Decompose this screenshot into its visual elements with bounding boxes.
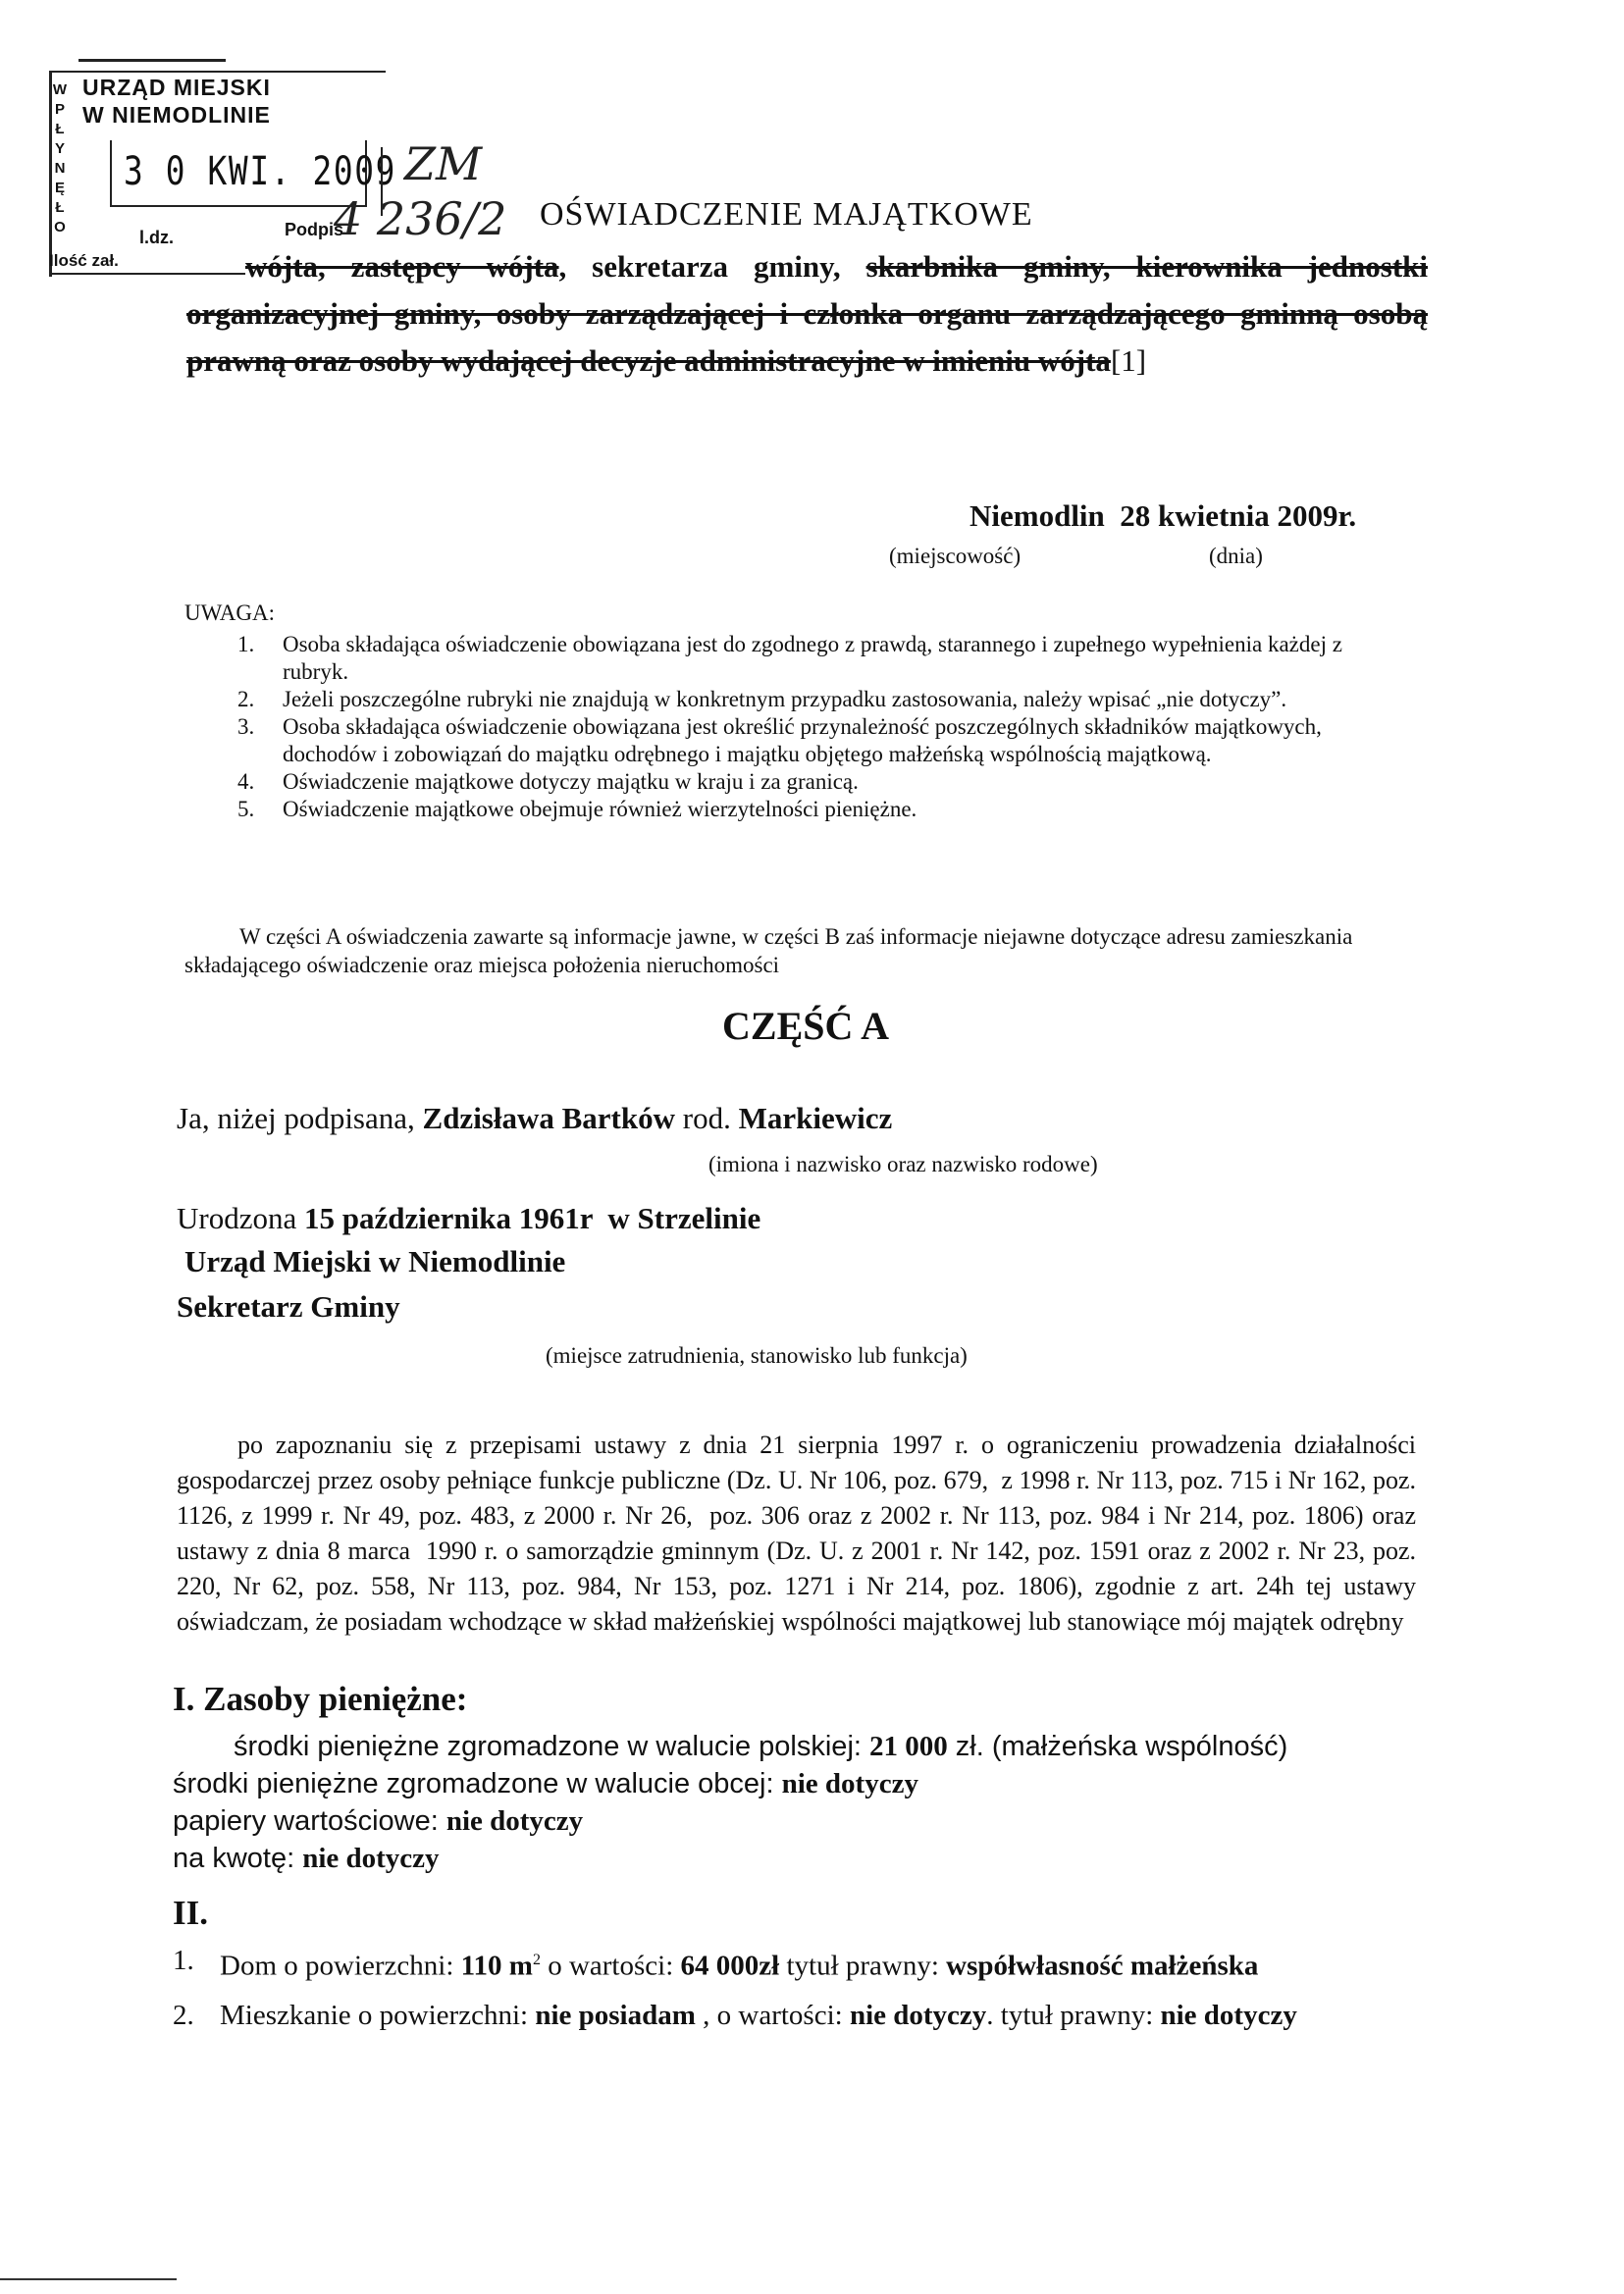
place-date-value: Niemodlin 28 kwietnia 2009r.	[969, 498, 1357, 533]
uwaga-item: 1. Osoba składająca oświadczenie obowiązana jest do zgodnego z prawdą, starannego i zupełnego wypełnienia każdej z rubryk.	[237, 632, 1342, 684]
place-caption: (miejscowość)	[889, 544, 1022, 568]
pln-funds-line: środki pieniężne zgromadzone w walucie polskiej: 21 000 zł. (małżeńska wspólność)	[234, 1731, 1288, 1762]
uwaga-item: 3. Osoba składająca oświadczenie obowiązana jest określić przynależność poszczególnych składników majątkowych, dochodów i zobowiązań do majątku odrębnego i majątku objętego małżeńską wspólnością majątkową.	[237, 714, 1322, 766]
birth-line: Urodzona 15 października 1961r w Strzelinie	[177, 1201, 761, 1235]
date-caption: (dnia)	[1209, 544, 1263, 568]
uwaga-list	[230, 631, 1373, 823]
birth-value: 15 października 1961r w Strzelinie	[303, 1201, 761, 1235]
stamp-top-mark	[79, 59, 226, 62]
section-2-heading: II.	[173, 1894, 208, 1932]
property-list	[173, 1939, 1417, 2037]
uwaga-item: 2. Jeżeli poszczególne rubryki nie znajdują w konkretnym przypadku zastosowania, należy wpisać „nie dotyczy”.	[237, 687, 1287, 711]
declarant-name: Zdzisława Bartków	[422, 1101, 676, 1135]
struck-roles-2: skarbnika gminy, kierownika jednostki organizacyjnej gminy, osoby zarządzającej i członka organu zarządzającego gminną osobą prawną oraz osoby wydającej decyzje administracyjne w imieniu wójta	[186, 249, 1428, 378]
part-a-heading: CZĘŚĆ A	[722, 1004, 890, 1048]
footnote-ref: [1]	[1110, 343, 1147, 378]
pln-funds-value: 21 000	[869, 1731, 948, 1762]
stamp-date: 3 0 KWI. 2009	[124, 149, 397, 194]
uwaga-note: W części A oświadczenia zawarte są informacje jawne, w części B zaś informacje niejawne dotyczące adresu zamieszkania składającego oświadczenie oraz miejsca położenia nieruchomości	[184, 924, 1353, 977]
stamp-office-name: URZĄD MIEJSKI	[82, 75, 271, 100]
stamp-ilosc-label: Ilość zał.	[49, 251, 119, 270]
document-title: OŚWIADCZENIE MAJĄTKOWE	[540, 196, 1033, 233]
declarant-name-line: Ja, niżej podpisana, Zdzisława Bartków rod. Markiewicz	[177, 1101, 893, 1135]
active-role: , sekretarza gminy,	[558, 249, 866, 284]
uwaga-item: 4. Oświadczenie majątkowe dotyczy majątku w kraju i za granicą.	[237, 769, 859, 794]
securities-amount-value: nie dotyczy	[302, 1843, 440, 1874]
securities-line: papiery wartościowe: nie dotyczy	[173, 1805, 584, 1837]
property-item-flat: 2. Mieszkanie o powierzchni: nie posiadam , o wartości: nie dotyczy. tytuł prawny: nie dotyczy	[173, 1999, 1297, 2031]
uwaga-item: 5. Oświadczenie majątkowe obejmuje również wierzytelności pieniężne.	[237, 797, 917, 821]
securities-amount-line: na kwotę: nie dotyczy	[173, 1843, 440, 1874]
declarant-maiden-name: Markiewicz	[738, 1101, 893, 1135]
stamp-office-city: W NIEMODLINIE	[82, 102, 271, 128]
stamp-podpis-label: Podpis	[285, 220, 344, 239]
handwritten-number: 4 236/2	[334, 192, 507, 245]
scan-edge-mark	[0, 2278, 177, 2280]
handwritten-initials: ZM	[404, 137, 483, 190]
struck-roles-1: wójta, zastępcy wójta	[245, 249, 559, 284]
foreign-funds-line: środki pieniężne zgromadzone w walucie obcej: nie dotyczy	[173, 1768, 918, 1799]
uwaga-heading: UWAGA:	[184, 600, 275, 625]
stamp-ldz-label: l.dz.	[139, 228, 174, 247]
property-item-house: 1. Dom o powierzchni: 110 $m^2$ o wartości: 64 000zł tytuł prawny: współwłasność małżeńska	[173, 1945, 1259, 1982]
employer: Urząd Miejski w Niemodlinie	[184, 1244, 566, 1278]
legal-basis-text: po zapoznaniu się z przepisami ustawy z dnia 21 sierpnia 1997 r. o ograniczeniu prowadzenia działalności gospodarczej przez osoby pełniące funkcje publiczne (Dz. U. Nr 106, poz. 679, z 1998 r. Nr 113, poz. 715 i Nr 162, poz. 1126, z 1999 r. Nr 49, poz. 483, z 2000 r. Nr 26, poz. 306 oraz z 2002 r. Nr 113, poz. 984 i Nr 214, poz. 1806) oraz ustawy z dnia 8 marca 1990 r. o samorządzie gminnym (Dz. U. z 2001 r. Nr 142, poz. 1591 oraz z 2002 r. Nr 23, poz. 220, Nr 62, poz. 558, Nr 113, poz. 984, Nr 153, poz. 1271 i Nr 214, poz. 1806), zgodnie z art. 24h tej ustawy oświadczam, że posiadam wchodzące w skład małżeńskiej wspólności majątkowej lub stanowiące mój majątek odrębny	[177, 1431, 1423, 1636]
foreign-funds-value: nie dotyczy	[781, 1768, 918, 1799]
securities-value: nie dotyczy	[445, 1805, 584, 1837]
employer-caption: (miejsce zatrudnienia, stanowisko lub funkcja)	[546, 1343, 968, 1368]
stamp-side-letters: W P Ł Y N Ę Ł O	[52, 81, 68, 235]
position: Sekretarz Gminy	[177, 1289, 400, 1324]
section-1-heading: I. Zasoby pieniężne:	[173, 1680, 468, 1718]
declarant-roles	[186, 243, 1428, 385]
name-caption: (imiona i nazwisko oraz nazwisko rodowe)	[708, 1152, 1098, 1176]
